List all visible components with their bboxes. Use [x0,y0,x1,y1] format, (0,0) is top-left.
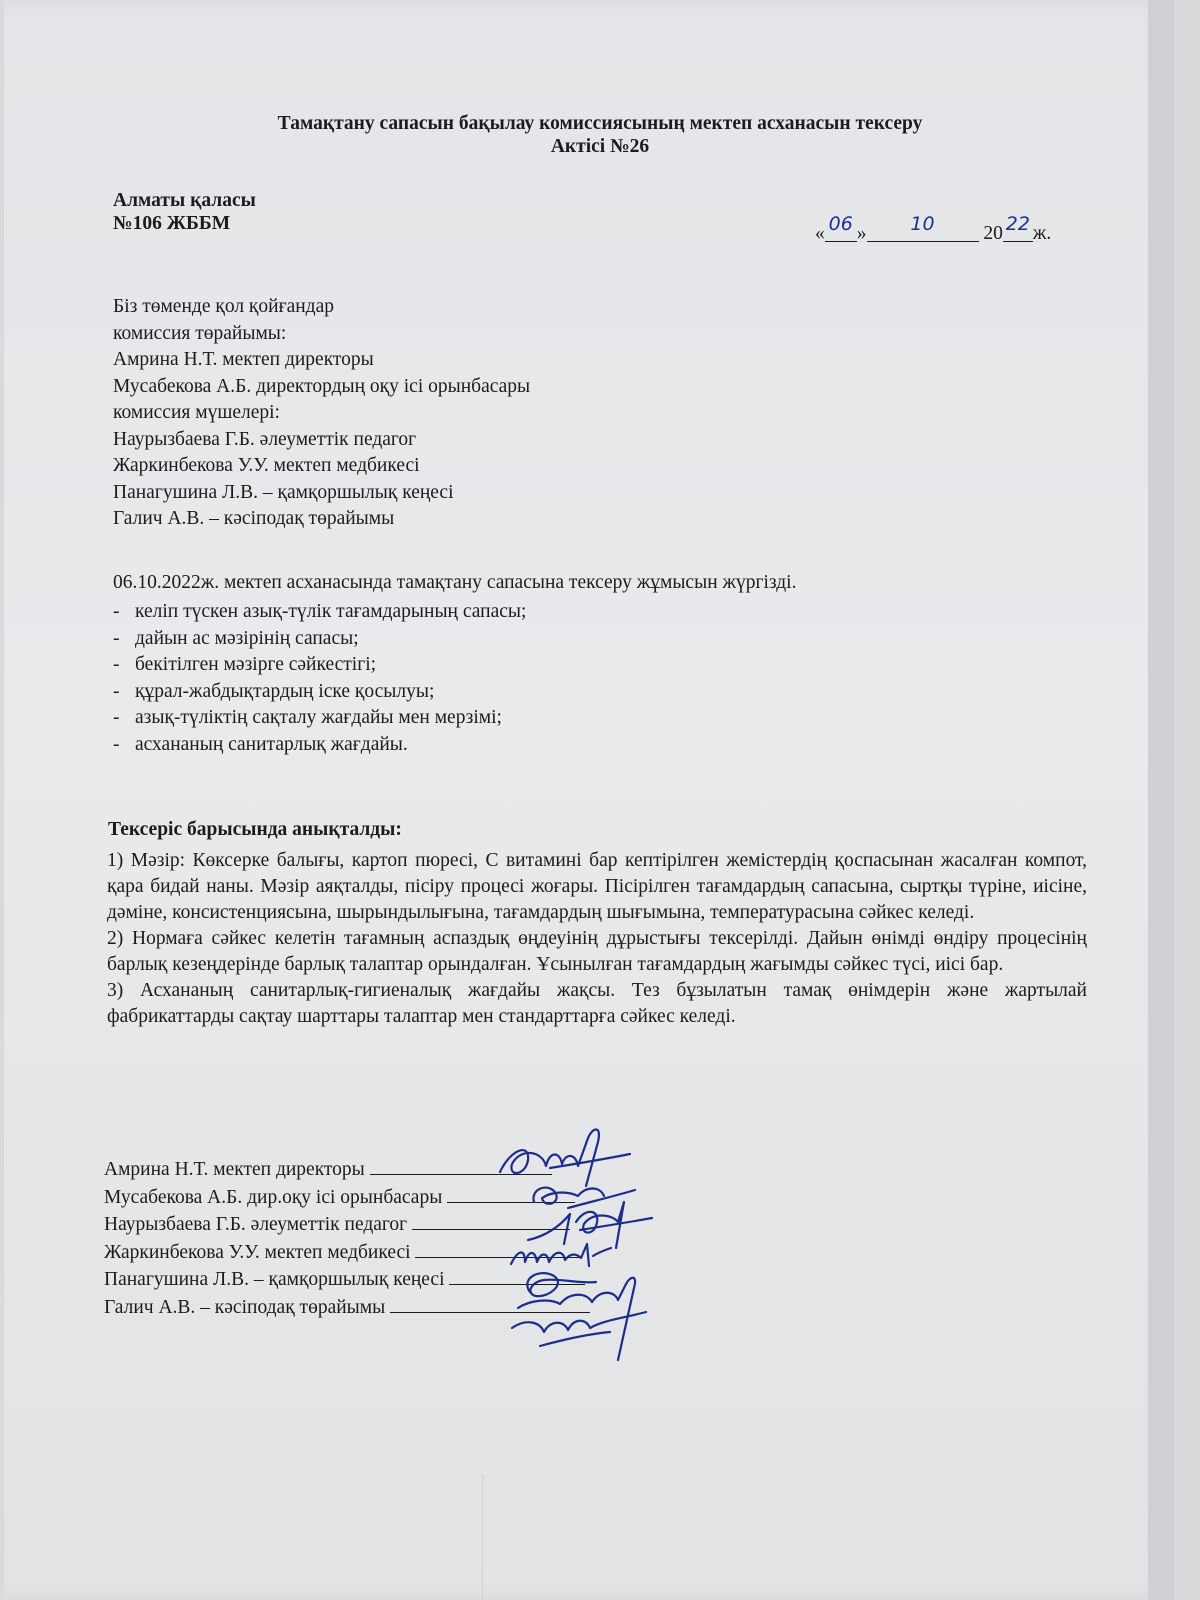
signature-name: Панагушина Л.В. – қамқоршылық кеңесі [104,1269,445,1290]
members-line: Галич А.В. – кәсіподақ төрайымы [113,508,395,529]
signature-line [104,1184,590,1212]
date-year-handwritten: 22 [1005,213,1030,235]
finding-paragraph: 3) Асхананың санитарлық-гигиеналық жағдайы жақсы. Тез бұзылатын тамақ өнімдерін және жартылай фабрикаттарды сақтау шарттары талаптар мен стандарттарға сәйкес келеді. [107,980,1087,1027]
paper-edge-shadow [1148,0,1174,1600]
date-line [815,213,1052,246]
signature-line [104,1156,590,1184]
checklist-item [113,705,526,732]
signature-line [104,1266,590,1294]
date-close-quote: » [856,223,867,244]
date-year-end: ж. [1032,223,1052,244]
date-year-blank [1003,213,1033,242]
members-line: Панагушина Л.В. – қамқоршылық кеңесі [113,481,454,503]
date-month-blank [867,213,979,242]
findings-heading: Тексеріс барысында анықталды: [108,819,402,840]
signature-underline [412,1211,570,1230]
finding-paragraph: 1) Мәзір: Көксерке балығы, картоп пюресі, С витамині бар кептірілген жемістердің қоспасынан жасалған компот, қара бидай наны. Мәзір аяқталды, пісіру процесі жоғары. Пісірілген тағамдардың сапасына, сыртқы түріне, иісіне, дәміне, консистенциясына, шырындылығына, тағамдардың шығымына, температурасына сәйкес келеді. [107,850,1087,923]
signature-underline [390,1294,590,1313]
place-block [113,189,256,235]
checklist-item-text: келіп түскен азық-түлік тағамдарының сапасы; [135,601,527,622]
checklist-item [113,652,526,679]
school-label: №106 ЖББМ [113,213,231,234]
date-month-handwritten: 10 [910,213,935,235]
signature-name: Амрина Н.Т. мектеп директоры [104,1159,365,1180]
bullet-dash: - [113,627,120,649]
checklist-item [113,732,526,759]
signature-underline [415,1239,581,1258]
signature-name: Жаркинбекова У.У. мектеп медбикесі [104,1241,411,1263]
members-line: Амрина Н.Т. мектеп директоры [113,349,374,370]
checklist-item-text: дайын ас мәзірінің сапасы; [135,627,359,649]
findings-body [107,848,1087,1030]
checklist-item-text: бекітілген мәзірге сәйкестігі; [135,654,377,675]
signature-name: Галич А.В. – кәсіподақ төрайымы [104,1296,386,1318]
bullet-dash: - [113,601,120,622]
date-day-blank [825,213,857,242]
checklist-item-text: азық-түліктің сақталу жағдайы мен мерзімі; [135,707,502,728]
signature-line [104,1211,590,1239]
signature-block [104,1156,590,1321]
date-open-quote: « [815,223,825,244]
members-line: Жаркинбекова У.У. мектеп медбикесі [113,455,420,476]
checklist-item [113,626,526,653]
signature-line [104,1239,590,1267]
members-line: Мусабекова А.Б. директордың оқу ісі орынбасары [113,375,531,397]
bullet-dash: - [113,654,120,675]
members-line: Біз төменде қол қойғандар [113,296,334,317]
bullet-dash: - [113,680,120,702]
signature-name: Мусабекова А.Б. дир.оқу ісі орынбасары [104,1186,443,1208]
paper-fold-line [482,1475,483,1600]
commission-members [113,294,530,533]
checklist-item [113,679,526,706]
signature-line [104,1294,590,1322]
signature-name: Наурызбаева Г.Б. әлеуметтік педагог [104,1214,408,1235]
members-line: комиссия төрайымы: [113,322,287,344]
members-line: комиссия мүшелері: [113,402,280,423]
signature-underline [449,1266,585,1285]
city-label: Алматы қаласы [113,190,256,211]
signature-underline [447,1184,575,1203]
finding-paragraph: 2) Нормаға сәйкес келетін тағамның аспаздық өңдеуінің дұрыстығы тексерілді. Дайын өнімді өндіру процесінің барлық кезеңдерінде барлық талаптар орындалған. Ұсынылған тағамдардың жағымды сәйкес түсі, иісі бар. [107,928,1087,975]
date-year-prefix: 20 [983,223,1003,244]
document-title [0,112,1200,158]
bullet-dash: - [113,733,120,755]
title-line-2: Актісі №26 [550,136,650,157]
checklist-item [113,599,526,626]
inspection-intro: 06.10.2022ж. мектеп асханасында тамақтану сапасына тексеру жұмысын жүргізді. [113,572,797,593]
checklist-item-text: құрал-жабдықтардың іске қосылуы; [135,680,435,702]
checklist-item-text: асхананың санитарлық жағдайы. [135,733,408,755]
title-line-1: Тамақтану сапасын бақылау комиссиясының мектеп асханасын тексеру [277,113,923,134]
bullet-dash: - [113,707,120,728]
inspection-checklist [113,599,526,758]
members-line: Наурызбаева Г.Б. әлеуметтік педагог [113,428,417,450]
date-day-handwritten: 06 [828,213,853,235]
signature-underline [370,1156,552,1175]
